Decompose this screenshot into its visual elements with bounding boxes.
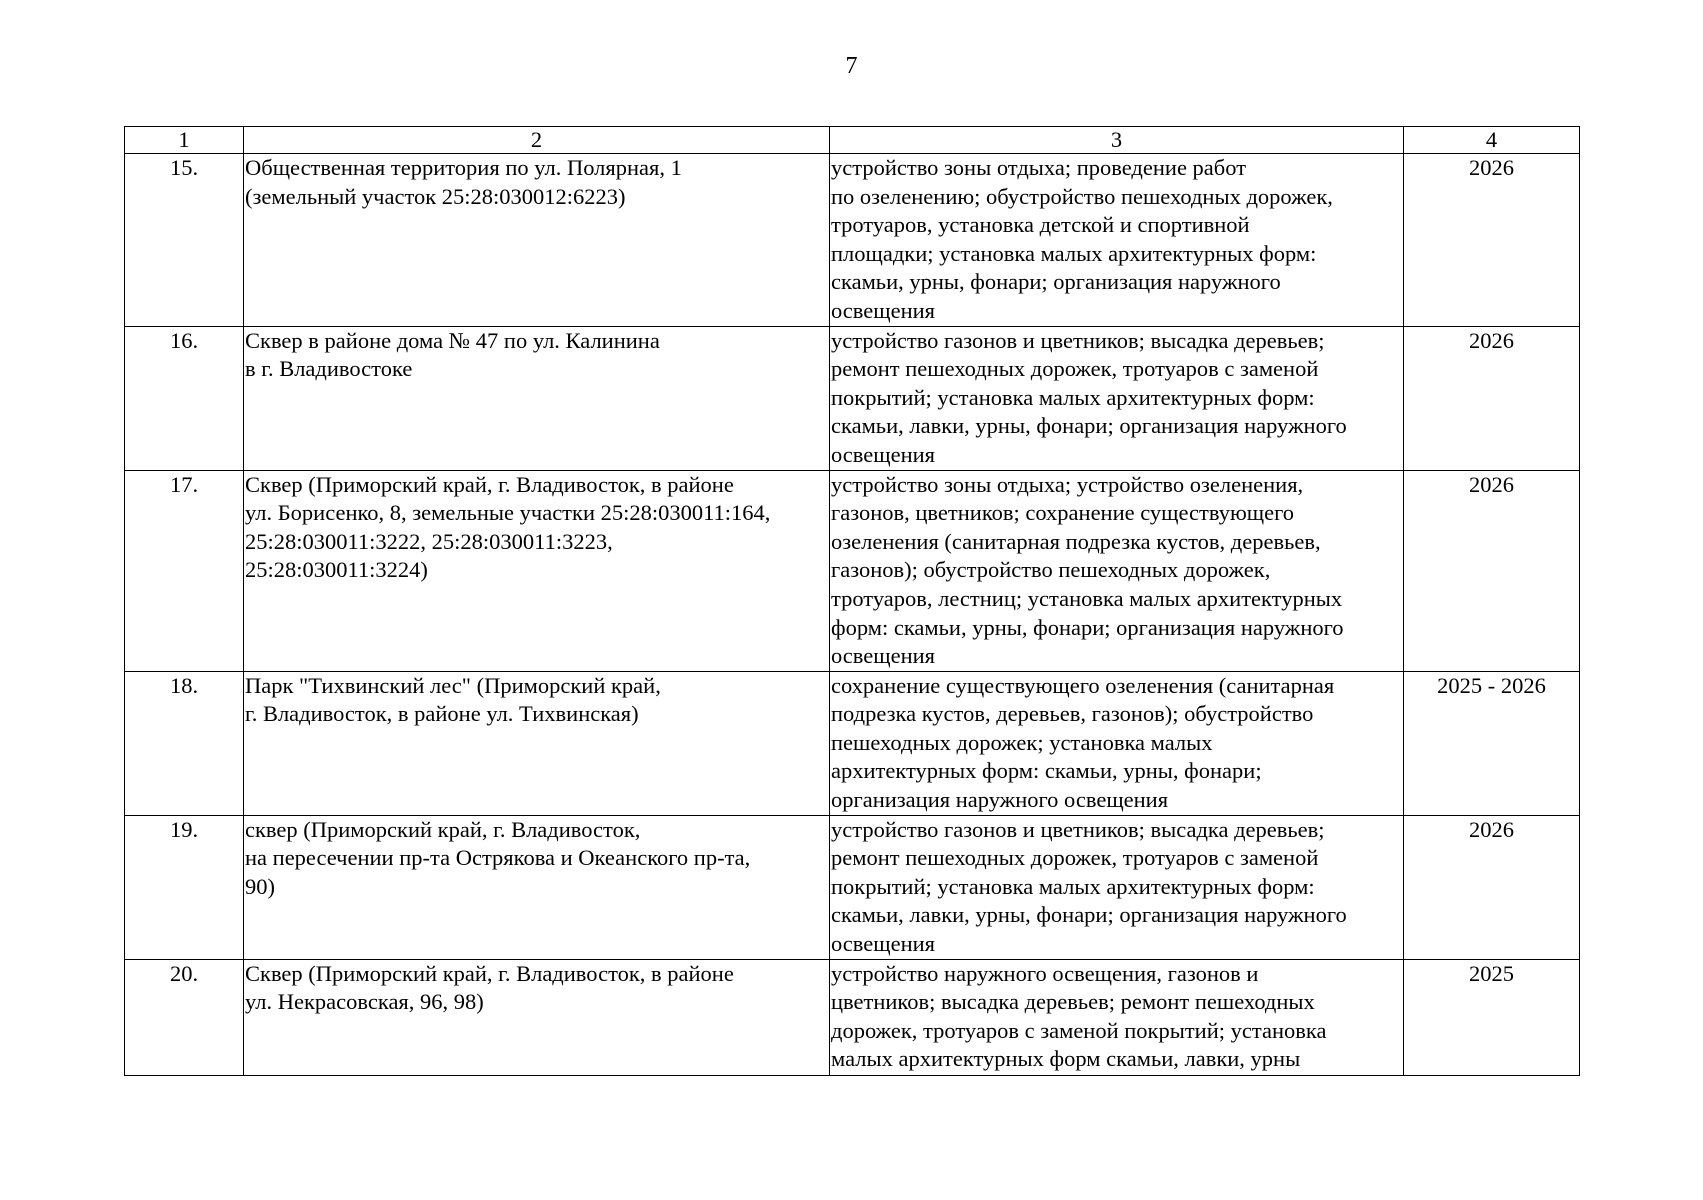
- header-cell-4: 4: [1404, 127, 1580, 154]
- row-number: 18.: [125, 671, 244, 815]
- table-row: [125, 815, 1580, 959]
- table-row: [125, 154, 1580, 327]
- table-row: [125, 470, 1580, 671]
- object-name: Сквер (Приморский край, г. Владивосток, в районе ул. Борисенко, 8, земельные участки 25:28:030011:164, 25:28:030011:3222, 25:28:030011:3223, 25:28:030011:3224): [244, 470, 830, 671]
- page-number: 7: [845, 53, 858, 79]
- works-description: сохранение существующего озеленения (санитарная подрезка кустов, деревьев, газонов); обустройство пешеходных дорожек; установка малых архитектурных форм: скамьи, урны, фонари; организация наружного освещения: [830, 671, 1404, 815]
- row-number: 16.: [125, 326, 244, 470]
- works-description: устройство газонов и цветников; высадка деревьев; ремонт пешеходных дорожек, тротуаров с заменой покрытий; установка малых архитектурных форм: скамьи, лавки, урны, фонари; организация наружного освещения: [830, 815, 1404, 959]
- works-description: устройство наружного освещения, газонов и цветников; высадка деревьев; ремонт пешеходных дорожек, тротуаров с заменой покрытий; установка малых архитектурных форм скамьи, лавки, урны: [830, 959, 1404, 1075]
- object-name: Парк "Тихвинский лес" (Приморский край, г. Владивосток, в районе ул. Тихвинская): [244, 671, 830, 815]
- year: 2025: [1404, 959, 1580, 1075]
- year: 2026: [1404, 470, 1580, 671]
- works-description: устройство зоны отдыха; устройство озеленения, газонов, цветников; сохранение существующего озеленения (санитарная подрезка кустов, деревьев, газонов); обустройство пешеходных дорожек, тротуаров, лестниц; установка малых архитектурных форм: скамьи, урны, фонари; организация наружного освещения: [830, 470, 1404, 671]
- object-name: Сквер в районе дома № 47 по ул. Калинина в г. Владивостоке: [244, 326, 830, 470]
- year: 2026: [1404, 815, 1580, 959]
- table-row: [125, 326, 1580, 470]
- year: 2026: [1404, 326, 1580, 470]
- table-row: [125, 671, 1580, 815]
- year: 2026: [1404, 154, 1580, 327]
- header-cell-2: 2: [244, 127, 830, 154]
- works-description: устройство зоны отдыха; проведение работ по озеленению; обустройство пешеходных дорожек, тротуаров, установка детской и спортивной площадки; установка малых архитектурных форм: скамьи, урны, фонари; организация наружного освещения: [830, 154, 1404, 327]
- object-name: Общественная территория по ул. Полярная, 1 (земельный участок 25:28:030012:6223): [244, 154, 830, 327]
- header-row: [125, 127, 1580, 154]
- row-number: 17.: [125, 470, 244, 671]
- object-name: сквер (Приморский край, г. Владивосток, на пересечении пр-та Острякова и Океанского пр-та, 90): [244, 815, 830, 959]
- table-row: [125, 959, 1580, 1075]
- year: 2025 - 2026: [1404, 671, 1580, 815]
- works-description: устройство газонов и цветников; высадка деревьев; ремонт пешеходных дорожек, тротуаров с заменой покрытий; установка малых архитектурных форм: скамьи, лавки, урны, фонари; организация наружного освещения: [830, 326, 1404, 470]
- header-cell-1: 1: [125, 127, 244, 154]
- works-table: [124, 126, 1580, 1076]
- object-name: Сквер (Приморский край, г. Владивосток, в районе ул. Некрасовская, 96, 98): [244, 959, 830, 1075]
- header-cell-3: 3: [830, 127, 1404, 154]
- row-number: 15.: [125, 154, 244, 327]
- row-number: 20.: [125, 959, 244, 1075]
- row-number: 19.: [125, 815, 244, 959]
